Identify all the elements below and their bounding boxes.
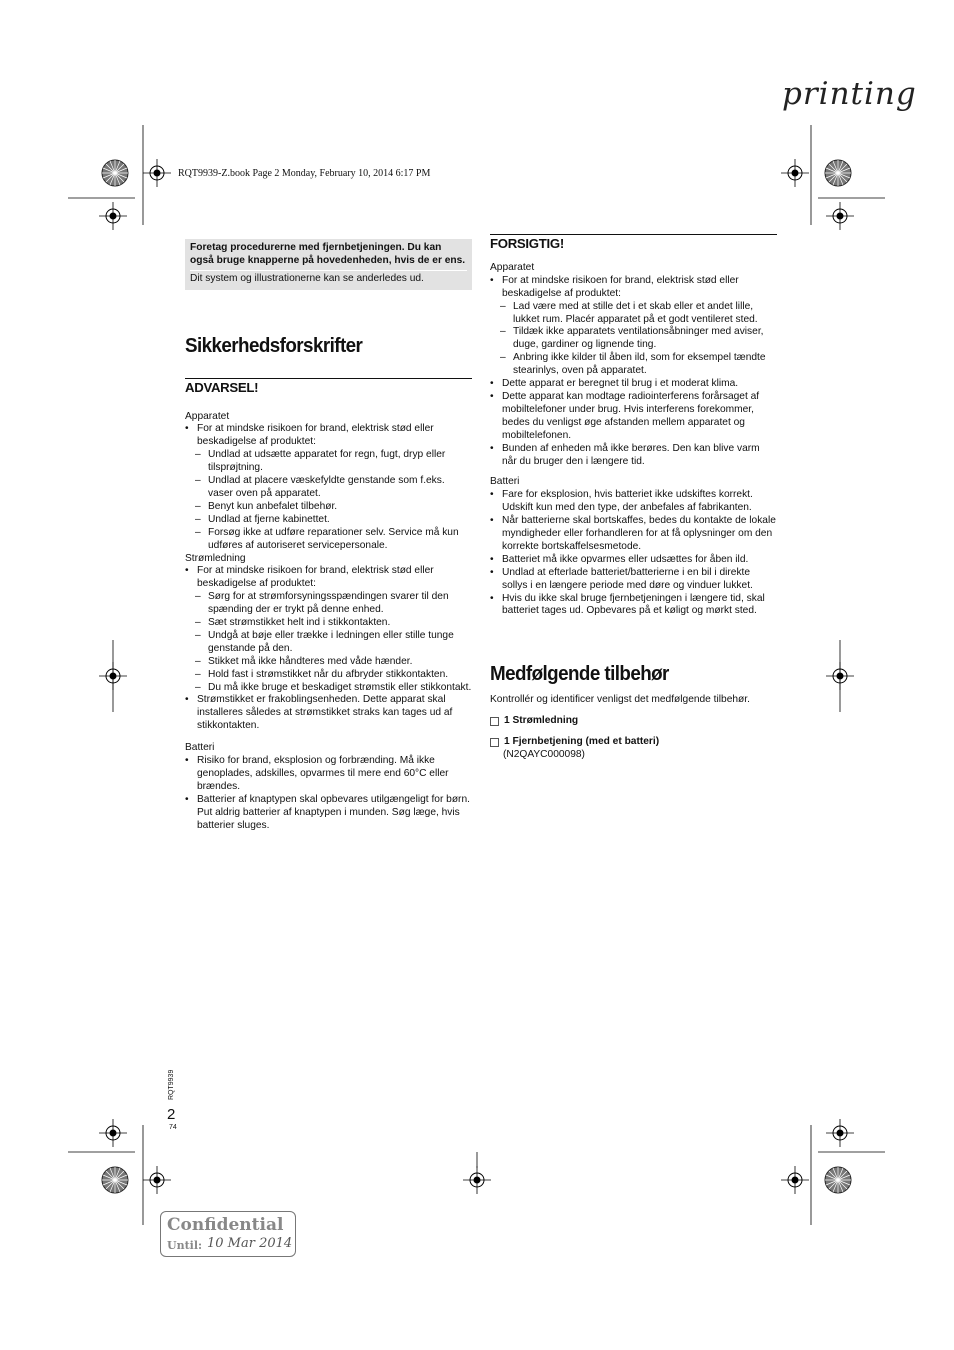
accessory-item-power-cord	[490, 715, 777, 728]
list-item: – Benyt kun anbefalet tilbehør.	[185, 501, 472, 514]
caution-battery-list	[490, 489, 777, 618]
page-sub-number: 74	[169, 1124, 177, 1131]
warning-cord-intro: For at mindske risikoen for brand, elektrisk stød eller beskadigelse af produktet:	[197, 565, 434, 590]
warning-cord-subitems	[185, 591, 472, 694]
warning-apparatus-subitems	[185, 449, 472, 552]
stamp-until-date: 10 Mar 2014	[207, 1236, 293, 1251]
caution-apparatus-intro: For at mindske risikoen for brand, elektrisk stød eller beskadigelse af produktet:	[502, 274, 739, 299]
list-item: – Undlad at fjerne kabinettet.	[185, 514, 472, 527]
warning-battery-title: Batteri	[185, 742, 215, 754]
accessories-intro: Kontrollér og identificer venligst det medfølgende tilbehør.	[490, 694, 750, 706]
caution-rule	[490, 234, 777, 235]
list-item: – Du må ikke bruge et beskadiget strømstik eller stikkontakt.	[185, 682, 472, 695]
list-item: • Risiko for brand, eksplosion og forbrænding. Må ikke genoplades, adskilles, opvarmes til mere end 60°C eller brændes.	[185, 755, 472, 794]
list-item: • Når batterierne skal bortskaffes, bedes du kontakte de lokale myndigheder eller forhandleren for at få oplysninger om den korrekte bortskaffelsesmetode.	[490, 515, 777, 554]
checkbox-icon	[490, 738, 499, 747]
list-item: – Undlad at udsætte apparatet for regn, fugt, dryp eller tilsprøjtning.	[185, 449, 472, 475]
page-number: 2	[167, 1106, 176, 1123]
accessory-label: 1 Fjernbetjening (med et batteri)	[504, 736, 660, 748]
file-header: RQT9939-Z.book Page 2 Monday, February 10, 2014 6:17 PM	[178, 168, 431, 179]
caution-battery-title: Batteri	[490, 476, 520, 488]
warning-heading: ADVARSEL!	[185, 379, 259, 395]
list-item: – Undlad at placere væskefyldte genstande som f.eks. vaser oven på apparatet.	[185, 475, 472, 501]
list-item: – Lad være med at stille det i et skab eller et andet lille, lukket rum. Placér apparatet på et godt ventileret sted.	[490, 301, 777, 327]
warning-apparatus-intro: For at mindske risikoen for brand, elektrisk stød eller beskadigelse af produktet:	[197, 423, 434, 448]
list-item: • Dette apparat kan modtage radiointerferens forårsaget af mobiltelefoner under brug. Hvis interferens forekommer, bedes du venligst øge afstanden mellem apparatet og mobiltelefonen.	[490, 391, 777, 443]
caution-apparatus-list	[490, 275, 777, 469]
left-column	[185, 239, 472, 833]
right-column	[490, 234, 777, 762]
printing-watermark: printing	[782, 76, 917, 112]
list-item: – Forsøg ikke at udføre reparationer selv. Service må kun udføres af autoriseret servicepersonale.	[185, 527, 472, 553]
list-item: • Dette apparat er beregnet til brug i et moderat klima.	[490, 378, 777, 391]
caution-apparatus-subitems	[490, 301, 777, 378]
warning-cord-title: Strømledning	[185, 552, 246, 564]
list-item: • Batteriet må ikke opvarmes eller udsættes for åben ild.	[490, 554, 777, 567]
accessory-label: 1 Strømledning	[504, 715, 579, 727]
list-item: – Anbring ikke kilder til åben ild, som for eksempel tændte stearinlys, oven på apparatet.	[490, 352, 777, 378]
warning-apparatus-list	[185, 423, 472, 552]
list-item	[490, 275, 777, 378]
list-item: • Fare for eksplosion, hvis batteriet ikke udskiftes korrekt. Udskift kun med den type, der anbefales af fabrikanten.	[490, 489, 777, 515]
accessory-item-remote	[490, 736, 777, 749]
list-item: – Sæt strømstikket helt ind i stikkontakten.	[185, 617, 472, 630]
warning-battery-list	[185, 755, 472, 832]
checkbox-icon	[490, 717, 499, 726]
confidential-stamp	[160, 1211, 296, 1257]
stamp-until-label: Until:	[167, 1239, 203, 1252]
list-item	[185, 565, 472, 694]
list-item: – Sørg for at strømforsyningsspændingen svarer til den spænding der er trykt på denne enhed.	[185, 591, 472, 617]
warning-rule	[185, 378, 472, 379]
list-item	[185, 423, 472, 552]
note-line-1: Foretag procedurerne med fjernbetjeningen. Du kan også bruge knapperne på hovedenheden, hvis de er ens.	[190, 242, 466, 266]
list-item: • Undlad at efterlade batteriet/batterierne i en bil i direkte sollys i en længere periode med døre og vinduer lukket.	[490, 567, 777, 593]
list-item: • Batterier af knaptypen skal opbevares utilgængeligt for børn. Put aldrig batterier af knaptypen i munden. Søg læge, hvis batterier sluges.	[185, 794, 472, 833]
doc-code: RQT9939	[168, 1069, 175, 1100]
list-item: – Undgå at bøje eller trække i ledningen eller stille tunge genstande på den.	[185, 630, 472, 656]
list-item: – Hold fast i strømstikket når du afbryder stikkontakten.	[185, 669, 472, 682]
list-item: • Strømstikket er frakoblingsenheden. Dette apparat skal installeres således at strømstikket straks kan tages ud af stikkontakten.	[185, 694, 472, 733]
instruction-note	[185, 239, 472, 290]
caution-heading: FORSIGTIG!	[490, 236, 564, 251]
warning-apparatus-title: Apparatet	[185, 410, 230, 422]
safety-title: Sikkerhedsforskrifter	[185, 334, 363, 357]
accessories-title: Medfølgende tilbehør	[490, 663, 669, 686]
stamp-title: Confidential	[167, 1215, 284, 1235]
note-line-2: Dit system og illustrationerne kan se anderledes ud.	[190, 270, 467, 286]
caution-apparatus-title: Apparatet	[490, 261, 535, 273]
warning-cord-list	[185, 565, 472, 733]
remote-part-code: (N2QAYC000098)	[503, 749, 585, 760]
list-item: • Hvis du ikke skal bruge fjernbetjeningen i længere tid, skal batteriet tages ud. Opbevares på et køligt og mørkt sted.	[490, 593, 777, 619]
list-item: – Tildæk ikke apparatets ventilationsåbninger med aviser, duge, gardiner og lignende ting.	[490, 326, 777, 352]
list-item: – Stikket må ikke håndteres med våde hænder.	[185, 656, 472, 669]
list-item: • Bunden af enheden må ikke berøres. Den kan blive varm når du bruger den i længere tid.	[490, 443, 777, 469]
